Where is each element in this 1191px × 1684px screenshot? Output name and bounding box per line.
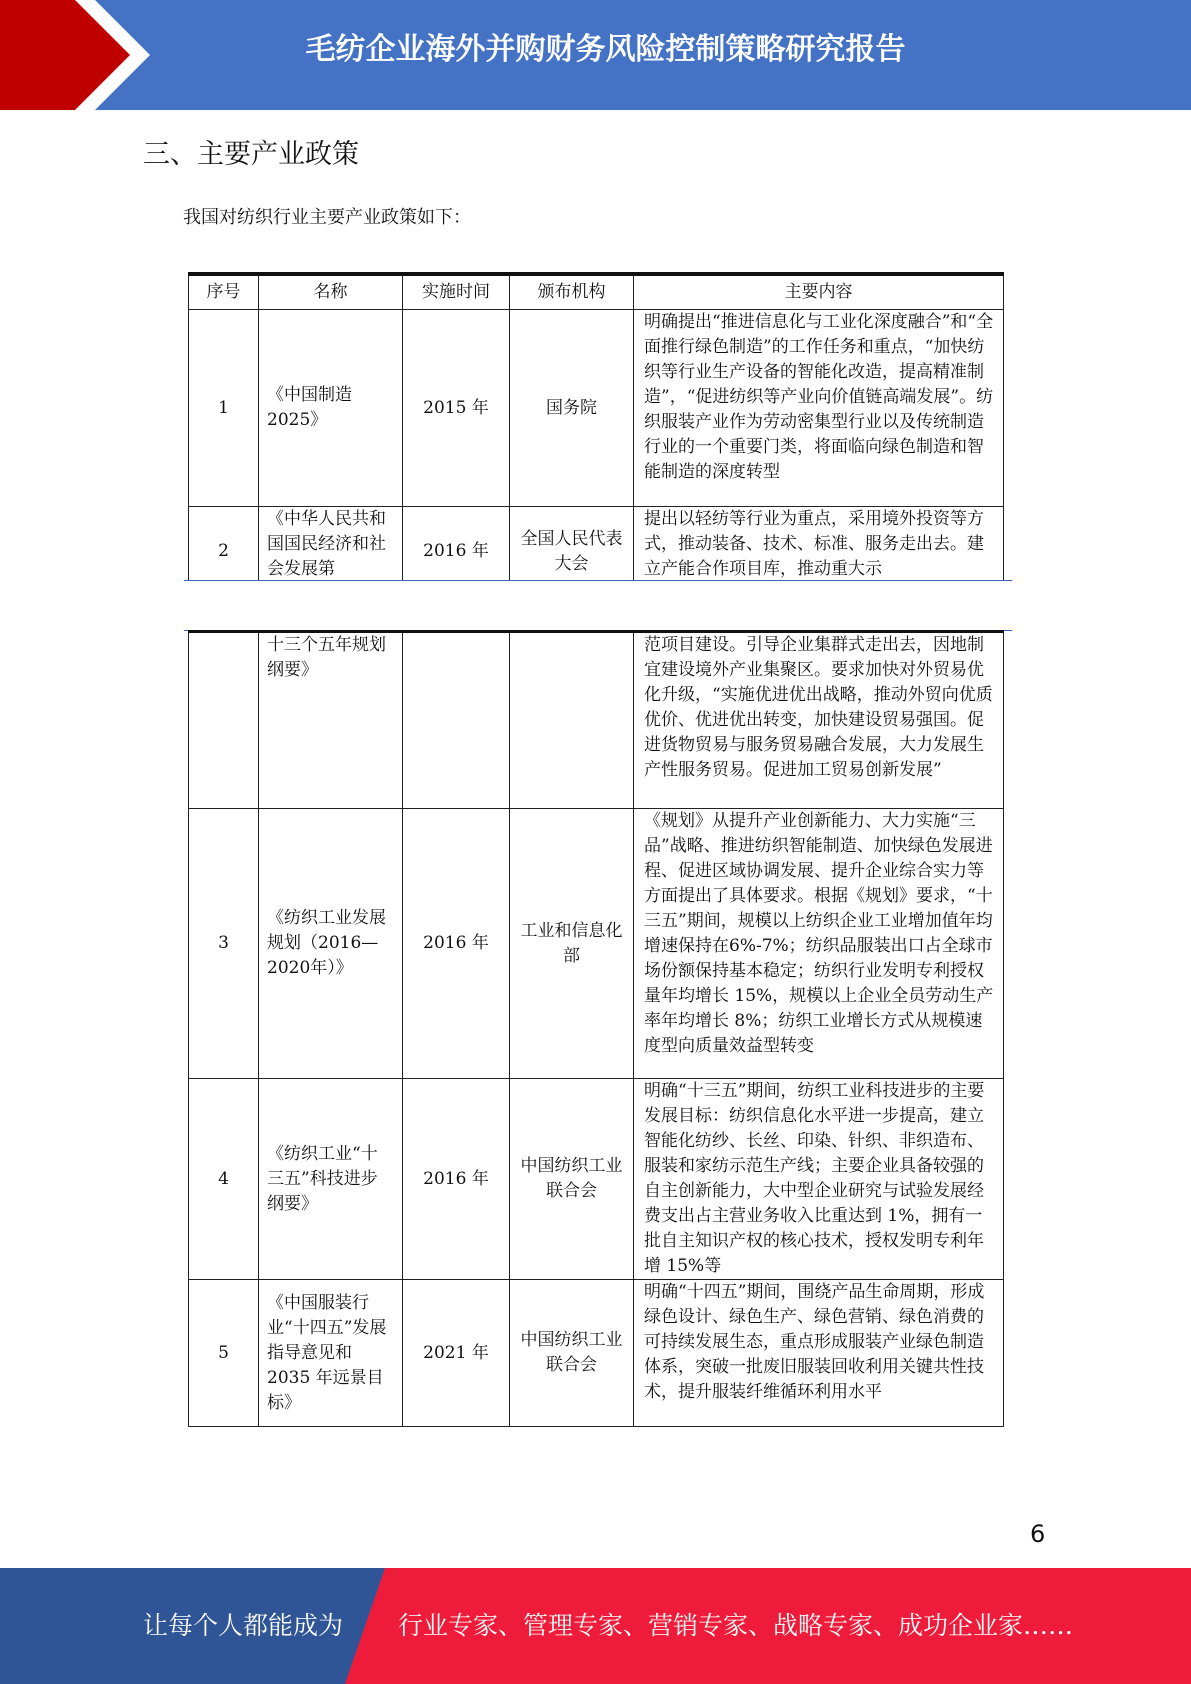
page-footer <box>0 1568 1191 1684</box>
row-no: 1 <box>189 310 259 507</box>
row-name: 十三个五年规划纲要》 <box>259 632 403 809</box>
table-header-row <box>189 274 1004 310</box>
intro-text: 我国对纺织行业主要产业政策如下： <box>183 207 471 228</box>
row-name: 《纺织工业“十三五”科技进步纲要》 <box>259 1079 403 1280</box>
row-content: 《规划》从提升产业创新能力、大力实施“三品”战略、推进纺织智能制造、加快绿色发展进程、促进区域协调发展、提升企业综合实力等方面提出了具体要求。根据《规划》要求，“十三五”期间，规模以上纺织企业工业增加值年均增速保持在6%-7%；纺织品服装出口占全球市场份额保持基本稳定；纺织行业发明专利授权量年均增长 15%，规模以上企业全员劳动生产率年均增长 8%；纺织工业增长方式从规模速度型向质量效益型转变 <box>634 809 1004 1079</box>
row-content: 明确提出“推进信息化与工业化深度融合”和“全面推行绿色制造”的工作任务和重点，“加快纺织等行业生产设备的智能化改造，提高精准制造”，“促进纺织等产业向价值链高端发展”。纺织服装产业作为劳动密集型行业以及传统制造行业的一个重要门类，将面临向绿色制造和智能制造的深度转型 <box>634 310 1004 507</box>
header-name: 名称 <box>259 274 403 310</box>
policy-table-part-1 <box>188 272 1004 580</box>
page-number: 6 <box>1030 1520 1046 1548</box>
row-name: 《中华人民共和国国民经济和社会发展第 <box>259 507 403 581</box>
row-org: 全国人民代表大会 <box>510 507 634 581</box>
policy-table-part-2 <box>188 630 1004 1427</box>
section-title: 三、主要产业政策 <box>143 139 359 170</box>
row-content: 明确“十四五”期间，围绕产品生命周期，形成绿色设计、绿色生产、绿色营销、绿色消费的可持续发展生态，重点形成服装产业绿色制造体系，突破一批废旧服装回收利用关键共性技术，提升服装纤维循环利用水平 <box>634 1280 1004 1427</box>
row-content: 明确“十三五”期间，纺织工业科技进步的主要发展目标：纺织信息化水平进一步提高，建立智能化纺纱、长丝、印染、针织、非织造布、服装和家纺示范生产线；主要企业具备较强的自主创新能力，大中型企业研究与试验发展经费支出占主营业务收入比重达到 1%，拥有一批自主知识产权的核心技术，授权发明专利年增 15%等 <box>634 1079 1004 1280</box>
table-row <box>189 632 1004 809</box>
row-year: 2015 年 <box>403 310 510 507</box>
page-break-line <box>184 580 1012 581</box>
row-name: 《中国制造2025》 <box>259 310 403 507</box>
row-org: 国务院 <box>510 310 634 507</box>
table-part-1-clip <box>0 0 1191 580</box>
row-year: 2016 年 <box>403 809 510 1079</box>
row-org: 中国纺织工业联合会 <box>510 1280 634 1427</box>
row-content: 范项目建设。引导企业集群式走出去，因地制宜建设境外产业集聚区。要求加快对外贸易优化升级，“实施优进优出战略，推动外贸向优质优价、优进优出转变，加快建设贸易强国。促进货物贸易与服务贸易融合发展，大力发展生产性服务贸易。促进加工贸易创新发展” <box>634 632 1004 809</box>
row-year: 2016 年 <box>403 1079 510 1280</box>
table-row <box>189 1280 1004 1427</box>
footer-slogan-left: 让每个人都能成为 <box>143 1611 344 1640</box>
row-name: 《中国服装行业“十四五”发展指导意见和 2035 年远景目标》 <box>259 1280 403 1427</box>
row-no: 3 <box>189 809 259 1079</box>
footer-slogan-right: 行业专家、管理专家、营销专家、战略专家、成功企业家…… <box>398 1611 1074 1640</box>
header-year: 实施时间 <box>403 274 510 310</box>
header-no: 序号 <box>189 274 259 310</box>
table-row <box>189 1079 1004 1280</box>
row-org: 工业和信息化部 <box>510 809 634 1079</box>
row-no: 4 <box>189 1079 259 1280</box>
report-title: 毛纺企业海外并购财务风险控制策略研究报告 <box>305 32 906 67</box>
row-no: 5 <box>189 1280 259 1427</box>
table-row <box>189 809 1004 1079</box>
table-row <box>189 507 1004 581</box>
row-no: 2 <box>189 507 259 581</box>
header-org: 颁布机构 <box>510 274 634 310</box>
header-content: 主要内容 <box>634 274 1004 310</box>
row-org: 中国纺织工业联合会 <box>510 1079 634 1280</box>
row-name: 《纺织工业发展规划（2016—2020年）》 <box>259 809 403 1079</box>
table-row <box>189 310 1004 507</box>
row-content: 提出以轻纺等行业为重点，采用境外投资等方式，推动装备、技术、标准、服务走出去。建立产能合作项目库，推动重大示 <box>634 507 1004 581</box>
row-year: 2021 年 <box>403 1280 510 1427</box>
row-year: 2016 年 <box>403 507 510 581</box>
